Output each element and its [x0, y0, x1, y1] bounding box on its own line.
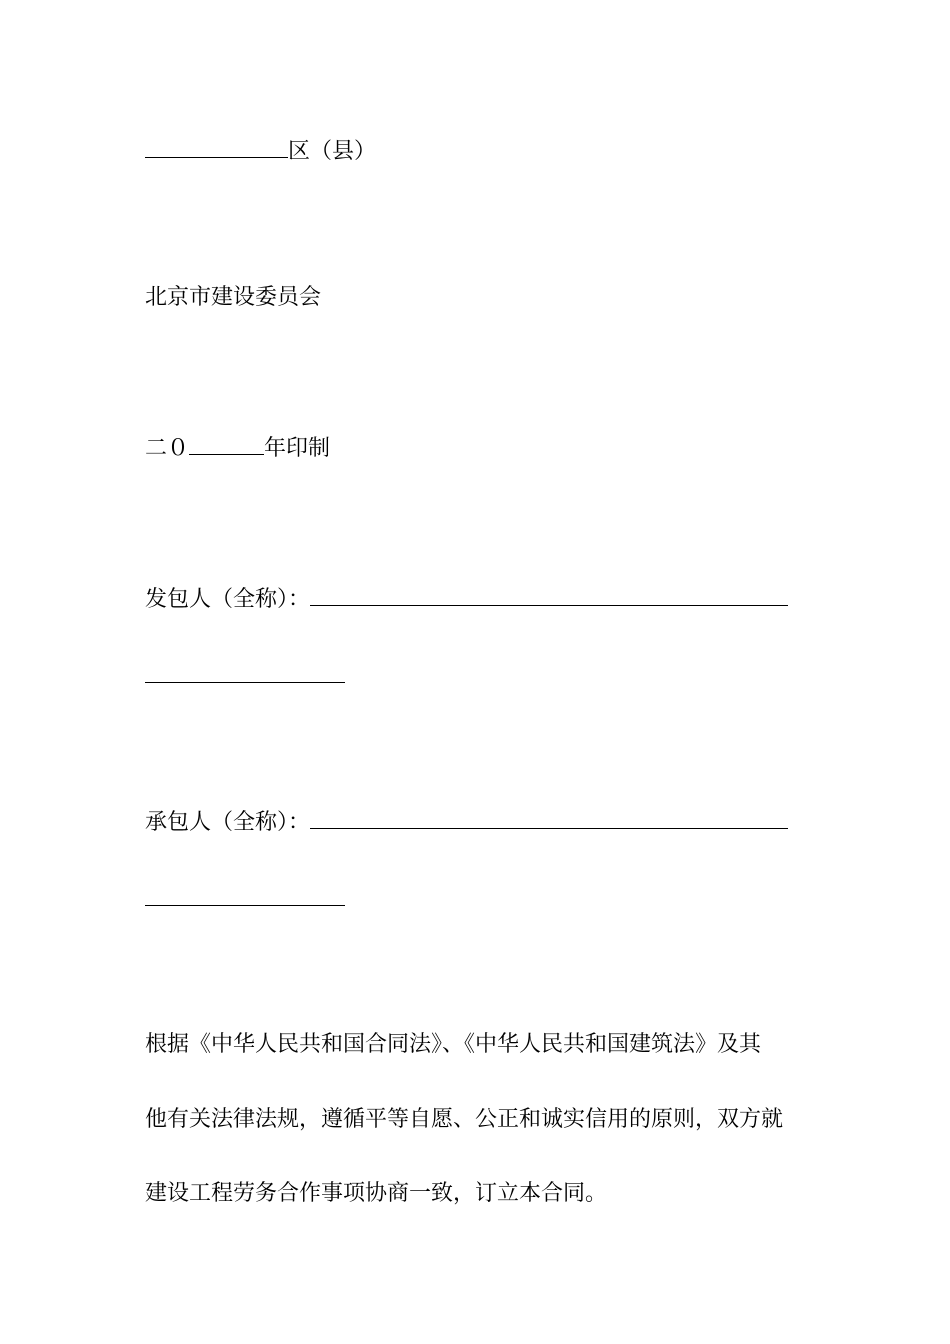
employer-line [145, 583, 788, 613]
print-year-blank[interactable] [189, 432, 264, 455]
contractor-name-blank[interactable] [310, 806, 788, 829]
contractor-line-continued [145, 883, 345, 913]
issuer-name: 北京市建设委员会 [145, 285, 322, 310]
print-year-suffix: 年印制 [264, 436, 331, 461]
contractor-name-blank-2[interactable] [145, 883, 345, 906]
print-year-line [145, 432, 330, 462]
employer-name-blank-2[interactable] [145, 660, 345, 683]
contractor-line [145, 806, 788, 836]
district-suffix: 区（县） [288, 139, 377, 164]
employer-line-continued [145, 660, 345, 690]
preamble-line: 根据《中华人民共和国合同法》、《中华人民共和国建筑法》及其 [145, 1032, 762, 1057]
print-year-prefix: 二０ [145, 436, 190, 461]
employer-label: 发包人（全称）： [145, 587, 311, 612]
preamble-line: 他有关法律法规，遵循平等自愿、公正和诚实信用的原则，双方就 [145, 1107, 784, 1132]
contractor-label: 承包人（全称）： [145, 810, 311, 835]
district-line [145, 135, 376, 165]
employer-name-blank[interactable] [310, 583, 788, 606]
preamble-line: 建设工程劳务合作事项协商一致，订立本合同。 [145, 1181, 608, 1206]
district-blank[interactable] [145, 135, 288, 158]
